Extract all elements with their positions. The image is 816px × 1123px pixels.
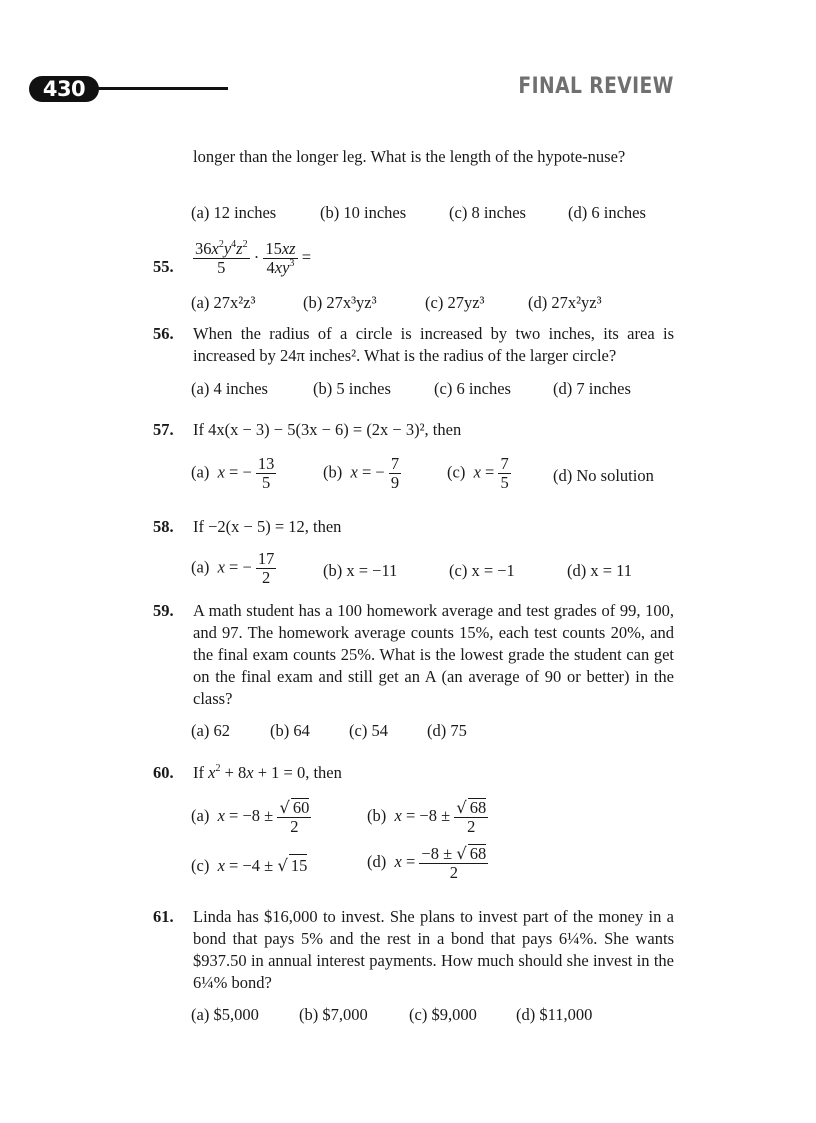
option-a[interactable]: (a) 62 [191, 721, 230, 740]
option-c[interactable]: (c) 27yz³ [425, 293, 485, 312]
problem-text: longer than the longer leg. What is the length of the hypote-nuse? [193, 147, 626, 166]
problem-text: If $x^2 + 8x + 1 = 0$, then [193, 763, 342, 782]
option-d[interactable]: (d) x = 11 [567, 561, 633, 580]
option-b[interactable]: (b) 5 inches [313, 379, 391, 398]
option-c[interactable]: (c) 8 inches [449, 203, 526, 222]
problem-number: 55. [153, 257, 174, 276]
problem-number: 59. [153, 601, 174, 620]
option-c[interactable]: (c) x = −1 [449, 561, 515, 580]
option-d[interactable]: (d) $11,000 [516, 1005, 593, 1024]
problem-number: 56. [153, 324, 174, 343]
option-a[interactable]: (a) 4 inches [191, 379, 268, 398]
problem-number: 57. [153, 420, 174, 439]
option-a[interactable]: (a) x = −8 ± $\frac{√ 60}{2}$ [191, 798, 310, 836]
problem-text: If 4x(x − 3) − 5(3x − 6) = (2x − 3)², then [193, 420, 462, 439]
option-d[interactable]: (d) 27x²yz³ [528, 293, 602, 312]
option-b[interactable]: (b) x = − $\frac{7}{9}$ [323, 454, 400, 492]
option-a[interactable]: (a) x = − $\frac{13}{5}$ [191, 454, 275, 492]
header-rule [95, 87, 228, 90]
option-a[interactable]: (a) 27x²z³ [191, 293, 256, 312]
option-b[interactable]: (b) $7,000 [299, 1005, 368, 1024]
option-a[interactable]: (a) 12 inches [191, 203, 277, 222]
option-b[interactable]: (b) 27x³yz³ [303, 293, 377, 312]
page-header [0, 0, 816, 120]
option-c[interactable]: (c) 6 inches [434, 379, 511, 398]
problem-text: When the radius of a circle is increased by two inches, its area is increased by 24π inches². What is the radius of the larger circle? [193, 324, 674, 365]
option-d[interactable]: (d) 75 [427, 721, 467, 740]
option-b[interactable]: (b) 64 [270, 721, 310, 740]
chapter-title: FINAL REVIEW [518, 74, 674, 99]
option-b[interactable]: (b) x = −8 ± $\frac{√ 68}{2}$ [367, 798, 487, 836]
option-b[interactable]: (b) 10 inches [320, 203, 407, 222]
option-d[interactable]: (d) No solution [553, 466, 654, 485]
option-d[interactable]: (d) x = $\frac{-8 \pm √ 68}{2}$ [367, 844, 487, 882]
problem-number: 61. [153, 907, 174, 926]
option-c[interactable]: (c) x = $\frac{7}{5}$ [447, 454, 509, 492]
problem-number: 60. [153, 763, 174, 782]
option-b[interactable]: (b) x = −11 [323, 561, 398, 580]
option-c[interactable]: (c) $9,000 [409, 1005, 477, 1024]
option-c[interactable]: (c) 54 [349, 721, 388, 740]
problem-text: If −2(x − 5) = 12, then [193, 517, 342, 536]
option-a[interactable]: (a) x = − $\frac{17}{2}$ [191, 549, 275, 587]
problem-number: 58. [153, 517, 174, 536]
option-d[interactable]: (d) 7 inches [553, 379, 631, 398]
fraction: $\frac{36x^2y^4z^2}{5}$ [195, 239, 248, 277]
problem-text: Linda has $16,000 to invest. She plans to invest part of the money in a bond that pays 5% and the rest in a bond that pays 6¼%. She wants $937.50 in annual interest payments. How much should she invest in the 6¼% bond? [193, 907, 674, 992]
option-d[interactable]: (d) 6 inches [568, 203, 646, 222]
problem-expression: $\frac{36x^2y^4z^2}{5}$ · $\frac{15xz}{4xy^3}$ = [195, 239, 312, 277]
option-c[interactable]: (c) x = −4 ± √ 15 [191, 856, 308, 875]
page-number-badge: 430 [29, 76, 99, 102]
option-a[interactable]: (a) $5,000 [191, 1005, 259, 1024]
fraction: $\frac{15xz}{4xy^3}$ [265, 239, 296, 277]
problem-text: A math student has a 100 homework average and test grades of 99, 100, and 97. The homework average counts 15%, each test counts 20%, and the final exam counts 25%. What is the lowest grade the student can get on the final exam and still get an A (an average of 90 or better) in the class? [193, 601, 674, 708]
